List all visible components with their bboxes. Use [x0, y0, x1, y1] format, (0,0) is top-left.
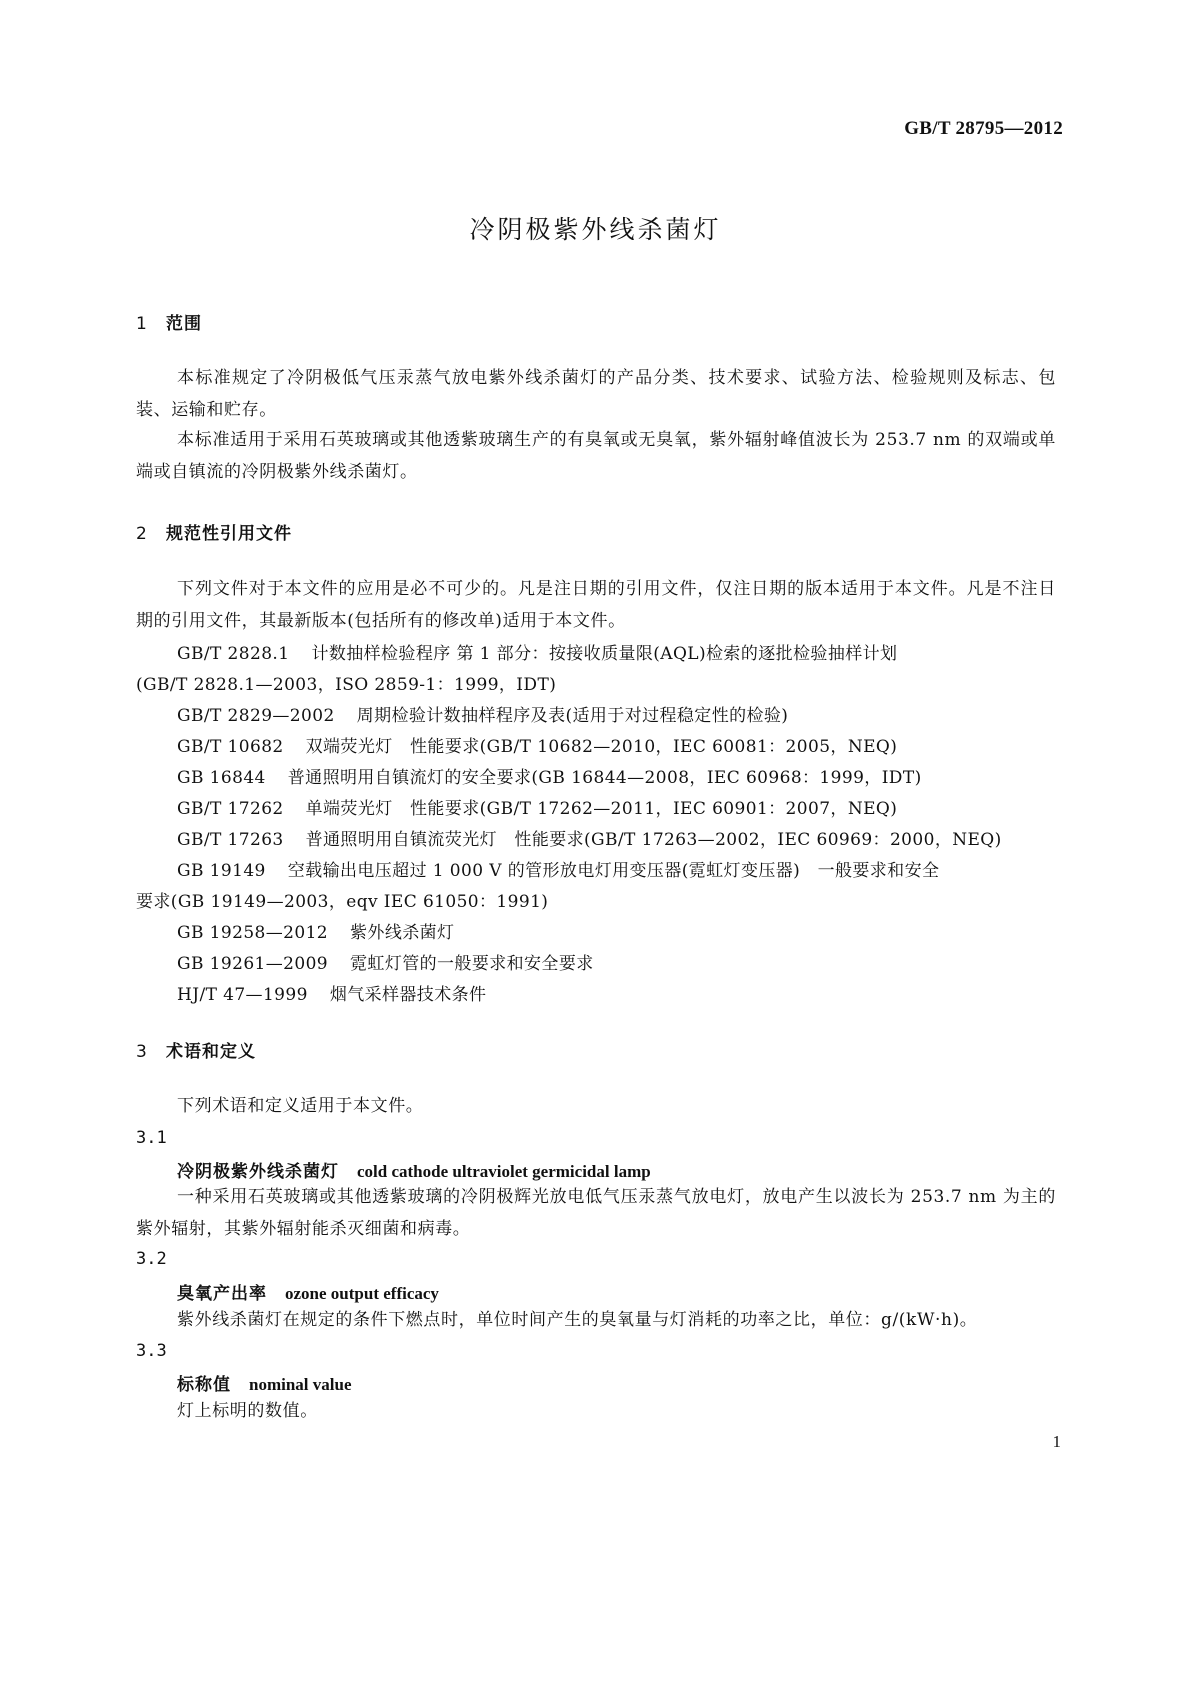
- term-heading: [177, 1279, 439, 1304]
- term-chinese: 臭氧产出率: [177, 1284, 267, 1304]
- reference-text: 单端荧光灯 性能要求(GB/T 17262—2011，IEC 60901：2007，NEQ): [305, 799, 898, 819]
- section-2-paragraph-1: 下列文件对于本文件的应用是必不可少的。凡是注日期的引用文件，仅注日期的版本适用于本文件。凡是不注日期的引用文件，其最新版本(包括所有的修改单)适用于本文件。: [136, 579, 1056, 631]
- term-english: nominal value: [249, 1375, 352, 1394]
- reference-code: GB 19261—2009: [177, 954, 329, 974]
- term-english: ozone output efficacy: [285, 1284, 439, 1303]
- term-heading: [177, 1157, 651, 1182]
- clause-number: 3.3: [136, 1341, 167, 1361]
- term-definition: 一种采用石英玻璃或其他透紫玻璃的冷阴极辉光放电低气压汞蒸气放电灯，放电产生以波长为 253.7 nm 为主的紫外辐射，其紫外辐射能杀灭细菌和病毒。: [136, 1187, 1056, 1239]
- reference-code: GB/T 17263: [177, 830, 284, 850]
- reference-item: [177, 794, 897, 819]
- term-heading: [177, 1370, 352, 1395]
- reference-text: 周期检验计数抽样程序及表(适用于对过程稳定性的检验): [356, 706, 789, 726]
- reference-item: [177, 825, 1002, 850]
- reference-code: GB/T 10682: [177, 737, 284, 757]
- reference-code: GB 19149: [177, 861, 266, 881]
- reference-text: 双端荧光灯 性能要求(GB/T 10682—2010，IEC 60081：2005，NEQ): [305, 737, 898, 757]
- section-number: 2: [136, 524, 147, 544]
- reference-item: [177, 639, 897, 664]
- reference-code: HJ/T 47—1999: [177, 985, 308, 1005]
- term-chinese: 标称值: [177, 1375, 231, 1395]
- reference-text: 普通照明用自镇流荧光灯 性能要求(GB/T 17263—2002，IEC 60969：2000，NEQ): [305, 830, 1002, 850]
- section-1-paragraph-2: 本标准适用于采用石英玻璃或其他透紫玻璃生产的有臭氧或无臭氧，紫外辐射峰值波长为 253.7 nm 的双端或单端或自镇流的冷阴极紫外线杀菌灯。: [136, 430, 1056, 482]
- reference-text: 计数抽样检验程序 第 1 部分：按接收质量限(AQL)检索的逐批检验抽样计划: [311, 644, 898, 664]
- term-english: cold cathode ultraviolet germicidal lamp: [357, 1162, 651, 1181]
- reference-code: GB 16844: [177, 768, 266, 788]
- reference-item: [177, 918, 454, 943]
- reference-code: GB/T 2829—2002: [177, 706, 335, 726]
- term-definition: 灯上标明的数值。: [177, 1401, 318, 1421]
- reference-text: 烟气采样器技术条件: [329, 985, 487, 1005]
- reference-text: 霓虹灯管的一般要求和安全要求: [350, 954, 594, 974]
- section-number: 3: [136, 1042, 147, 1062]
- section-1-paragraph-1: 本标准规定了冷阴极低气压汞蒸气放电紫外线杀菌灯的产品分类、技术要求、试验方法、检验规则及标志、包装、运输和贮存。: [136, 368, 1056, 420]
- section-2-heading: [136, 519, 292, 544]
- standard-code: GB/T 28795—2012: [904, 118, 1063, 139]
- reference-item: [177, 701, 788, 726]
- reference-item: [177, 980, 486, 1005]
- term-chinese: 冷阴极紫外线杀菌灯: [177, 1162, 339, 1182]
- section-title: 规范性引用文件: [166, 524, 292, 544]
- reference-continuation: 要求(GB 19149—2003，eqv IEC 61050：1991): [136, 892, 549, 912]
- term-definition: 紫外线杀菌灯在规定的条件下燃点时，单位时间产生的臭氧量与灯消耗的功率之比，单位：g/(kW·h)。: [177, 1310, 978, 1330]
- reference-item: [177, 949, 594, 974]
- reference-text: 空载输出电压超过 1 000 V 的管形放电灯用变压器(霓虹灯变压器) 一般要求和安全: [287, 861, 940, 881]
- reference-text: 紫外线杀菌灯: [350, 923, 455, 943]
- reference-item: [177, 732, 897, 757]
- clause-number: 3.1: [136, 1128, 167, 1148]
- reference-item: [177, 763, 922, 788]
- reference-continuation: (GB/T 2828.1—2003，ISO 2859-1：1999，IDT): [136, 675, 557, 695]
- reference-code: GB/T 17262: [177, 799, 284, 819]
- section-title: 术语和定义: [166, 1042, 256, 1062]
- section-number: 1: [136, 314, 147, 334]
- page-number: 1: [1052, 1432, 1061, 1451]
- section-1-heading: [136, 309, 202, 334]
- section-3-heading: [136, 1037, 256, 1062]
- reference-text: 普通照明用自镇流灯的安全要求(GB 16844—2008，IEC 60968：1999，IDT): [287, 768, 922, 788]
- document-title: 冷阴极紫外线杀菌灯: [469, 215, 722, 244]
- reference-item: [177, 856, 939, 881]
- section-3-paragraph-1: 下列术语和定义适用于本文件。: [177, 1096, 424, 1116]
- reference-code: GB/T 2828.1: [177, 644, 290, 664]
- section-title: 范围: [166, 314, 202, 334]
- reference-code: GB 19258—2012: [177, 923, 329, 943]
- clause-number: 3.2: [136, 1249, 167, 1269]
